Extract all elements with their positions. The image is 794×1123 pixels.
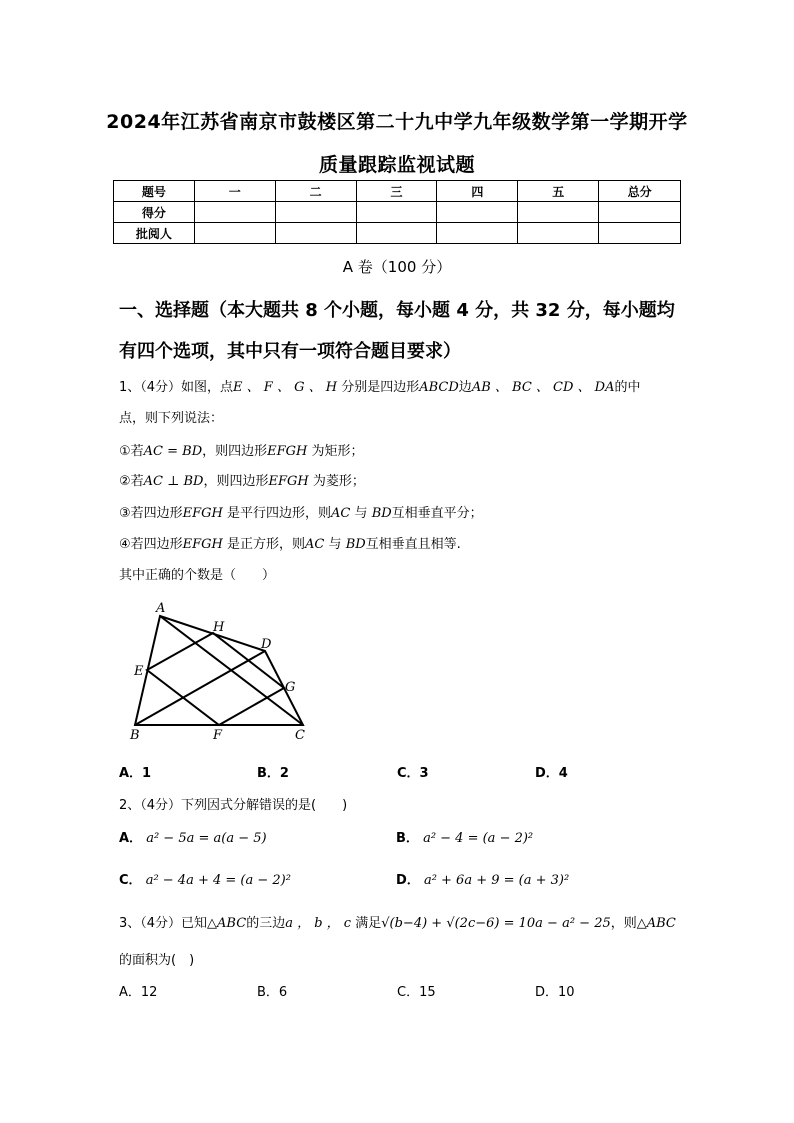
q1-s4-mid: 是正方形，则 (227, 537, 306, 552)
q1-s1-pre: ①若 (119, 444, 144, 459)
label-d: D (261, 637, 272, 652)
q2-option-b-expr: a² − 4 = (a − 2)² (423, 831, 534, 846)
q1-s4-and: 与 (328, 537, 342, 552)
q1-mid2: 边 (458, 380, 472, 395)
score-cell[interactable] (518, 202, 599, 223)
label-g: G (285, 680, 296, 695)
score-cell[interactable] (275, 202, 356, 223)
q1-s2-pre: ②若 (119, 474, 144, 489)
q2-option-b[interactable] (396, 827, 533, 846)
score-table-header-row (114, 181, 681, 202)
score-table-score-row (114, 202, 681, 223)
score-table-grader-row (114, 223, 681, 244)
label-a: A (156, 601, 166, 616)
q1-line-2: 点，则下列说法： (119, 411, 224, 426)
q1-s4-ac: AC (305, 537, 325, 552)
q2-option-b-label: B． (396, 831, 419, 846)
q1-s2-post: ，则四边形 (203, 474, 269, 489)
grader-row-label: 批阅人 (114, 223, 195, 244)
grader-cell[interactable] (356, 223, 437, 244)
q1-s1-post: ，则四边形 (202, 444, 268, 459)
q1-points: E 、 F 、 G 、 H (233, 380, 338, 395)
q1-s2-shape: EFGH (268, 474, 309, 489)
q3-option-d[interactable]: D．10 (535, 985, 575, 1000)
section-1-heading-line-1: 一、选择题（本大题共 8 个小题，每小题 4 分，共 32 分，每小题均 (119, 300, 675, 321)
section-1-heading-line-2: 有四个选项，其中只有一项符合题目要求） (119, 341, 461, 362)
q2-option-a[interactable] (119, 827, 267, 846)
q1-s4-pre: ④若四边形 (119, 537, 183, 552)
q3-mid: 的三边 (246, 916, 286, 931)
score-cell[interactable] (356, 202, 437, 223)
q1-s3-mid: 是平行四边形，则 (227, 506, 332, 521)
score-header-cell: 三 (356, 181, 437, 202)
q2-option-d[interactable] (396, 869, 569, 888)
q1-sides: AB 、 BC 、 CD 、 DA (471, 380, 615, 395)
q3-mid2: 满足 (355, 916, 382, 931)
score-header-cell: 二 (275, 181, 356, 202)
q1-s1-shape: EFGH (267, 444, 308, 459)
q1-statement-3 (119, 502, 483, 521)
q1-s3-and: 与 (354, 506, 368, 521)
q1-prefix: 1、（4分）如图，点 (119, 380, 234, 395)
grader-cell[interactable] (599, 223, 681, 244)
score-table (113, 180, 681, 244)
q3-line-2: 的面积为( ) (119, 953, 195, 968)
score-header-cell: 五 (518, 181, 599, 202)
q2-stem: 2、（4分）下列因式分解错误的是( ) (119, 798, 348, 813)
q1-option-a[interactable]: A．1 (119, 766, 152, 781)
grader-cell[interactable] (437, 223, 518, 244)
q3-line-1 (119, 912, 676, 931)
q1-end: 的中 (614, 380, 641, 395)
q3-end: ，则△ (610, 916, 647, 931)
q1-ask: 其中正确的个数是（ ） (119, 568, 276, 583)
q1-s3-end: 互相垂直平分； (391, 506, 483, 521)
label-b: B (130, 728, 140, 743)
q1-statement-4 (119, 533, 461, 552)
q1-s2-math: AC ⊥ BD (143, 474, 204, 489)
score-header-cell: 四 (437, 181, 518, 202)
score-header-cell: 总分 (599, 181, 681, 202)
q1-s3-bd: BD (371, 506, 392, 521)
q1-s4-bd: BD (345, 537, 366, 552)
q1-quadrilateral-figure (125, 598, 315, 743)
q1-statement-1 (119, 440, 364, 459)
q1-statement-2 (119, 470, 365, 489)
q1-s2-end: 为菱形； (312, 474, 365, 489)
q1-quad: ABCD (419, 380, 459, 395)
q1-s3-shape: EFGH (182, 506, 223, 521)
title-line-2: 质量跟踪监视试题 (318, 154, 475, 176)
q1-option-c[interactable]: C．3 (397, 766, 429, 781)
q3-vars: a ， b ， c (285, 916, 352, 931)
score-header-cell: 题号 (114, 181, 195, 202)
q2-option-c-label: C． (119, 873, 142, 888)
score-cell[interactable] (437, 202, 518, 223)
q3-pre: 3、（4分）已知△ (119, 916, 218, 931)
q2-option-d-expr: a² + 6a + 9 = (a + 3)² (423, 873, 570, 888)
q3-equation: √(b−4) + √(2c−6) = 10a − a² − 25 (381, 916, 611, 931)
q3-option-a[interactable]: A．12 (119, 985, 158, 1000)
grader-cell[interactable] (275, 223, 356, 244)
grader-cell[interactable] (518, 223, 599, 244)
q2-option-d-label: D． (396, 873, 420, 888)
q3-tri2: ABC (646, 916, 676, 931)
q1-s1-end: 为矩形； (311, 444, 364, 459)
q3-tri: ABC (217, 916, 247, 931)
q1-s4-shape: EFGH (182, 537, 223, 552)
score-cell[interactable] (599, 202, 681, 223)
label-f: F (213, 728, 223, 743)
q1-option-b[interactable]: B．2 (257, 766, 289, 781)
score-header-cell: 一 (194, 181, 275, 202)
q2-option-a-expr: a² − 5a = a(a − 5) (146, 831, 267, 846)
title-line-1: 2024年江苏省南京市鼓楼区第二十九中学九年级数学第一学期开学 (106, 111, 688, 133)
score-cell[interactable] (194, 202, 275, 223)
q1-option-d[interactable]: D．4 (535, 766, 568, 781)
q1-line-1 (119, 376, 641, 395)
q2-option-a-label: A． (119, 831, 143, 846)
grader-cell[interactable] (194, 223, 275, 244)
volume-label: A 卷（100 分） (342, 258, 452, 276)
q1-s3-pre: ③若四边形 (119, 506, 183, 521)
label-e: E (134, 664, 144, 679)
q1-s1-math: AC = BD (143, 444, 203, 459)
q2-option-c[interactable] (119, 869, 291, 888)
q1-mid: 分别是四边形 (341, 380, 420, 395)
q2-option-c-expr: a² − 4a + 4 = (a − 2)² (145, 873, 291, 888)
label-h: H (213, 620, 225, 635)
diagonal-bd (135, 651, 265, 725)
q1-s4-end: 互相垂直且相等. (365, 537, 461, 552)
q1-s3-ac: AC (331, 506, 351, 521)
score-row-label: 得分 (114, 202, 195, 223)
q3-option-c[interactable]: C．15 (397, 985, 436, 1000)
q3-option-b[interactable]: B．6 (257, 985, 288, 1000)
label-c: C (295, 728, 305, 743)
